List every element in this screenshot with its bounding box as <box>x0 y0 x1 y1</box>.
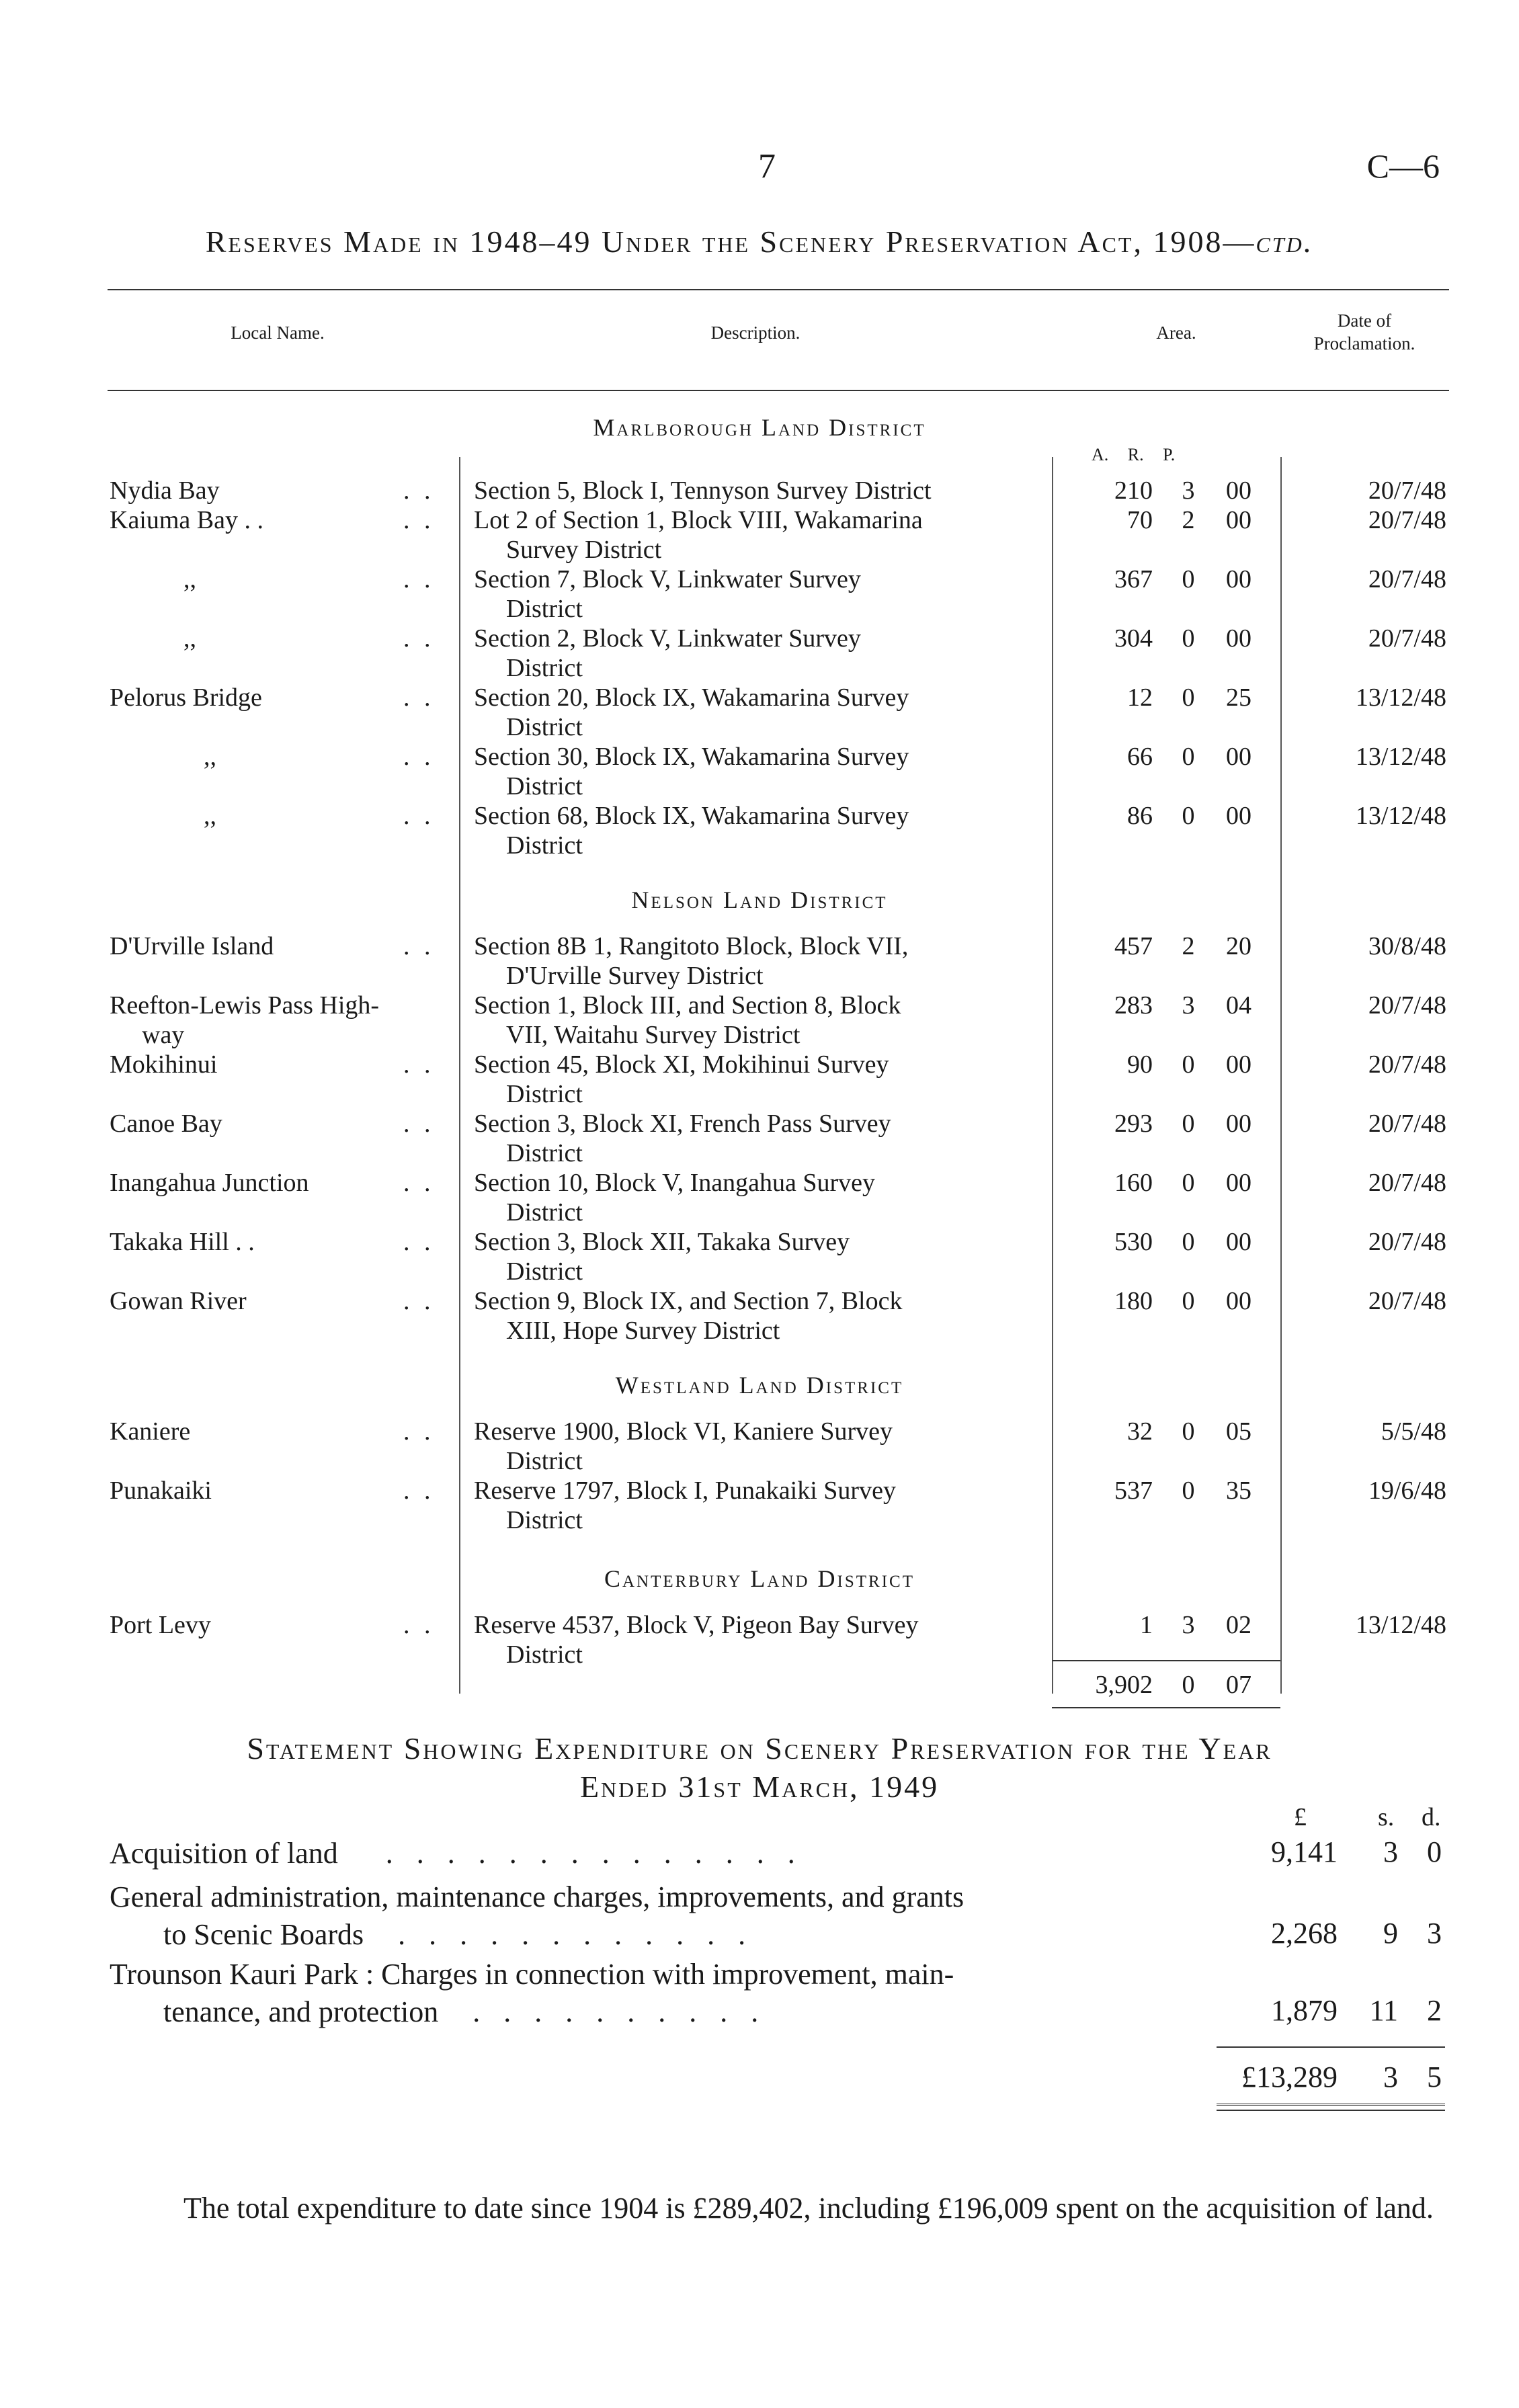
statement-title-line1: Statement Showing Expenditure on Scenery Preservation for the Year <box>247 1731 1272 1766</box>
column-divider-area <box>1052 457 1053 1694</box>
description-line2: District <box>506 1198 583 1227</box>
leader-dots: . . <box>403 1611 435 1639</box>
area-perches: 00 <box>1226 1169 1251 1197</box>
leader-dots: . . <box>403 683 435 712</box>
area-perches: 25 <box>1226 683 1251 712</box>
area-perches: 00 <box>1226 1050 1251 1079</box>
district-heading-nelson: Nelson Land District <box>631 886 888 913</box>
area-roods: 0 <box>1182 1050 1195 1079</box>
total-rule <box>1052 1660 1280 1661</box>
area-perches: 05 <box>1226 1417 1251 1446</box>
local-name-line1: Reefton-Lewis Pass High- <box>110 991 380 1020</box>
description-line2: District <box>506 1506 583 1534</box>
description-line1: Lot 2 of Section 1, Block VIII, Wakamarina <box>474 506 923 534</box>
description-line1: Section 9, Block IX, and Section 7, Block <box>474 1287 903 1315</box>
total-pence: 5 <box>1427 2061 1442 2093</box>
leader-dots: . . <box>403 1287 435 1315</box>
local-name: Gowan River <box>110 1287 247 1315</box>
description <box>474 1610 1037 1669</box>
reserves-title-suffix: ctd. <box>1256 224 1314 259</box>
header-local-name: Local Name. <box>231 323 325 343</box>
table-top-rule <box>108 289 1449 290</box>
header-date <box>1280 309 1448 355</box>
description-line2: District <box>506 1139 583 1167</box>
leader-dots: . . <box>403 802 435 830</box>
proclamation-date: 20/7/48 <box>1368 991 1446 1020</box>
local-name: Mokihinui <box>110 1050 218 1079</box>
total-acres: 3,902 <box>1095 1671 1153 1699</box>
description <box>474 1286 1037 1345</box>
proclamation-date: 19/6/48 <box>1368 1477 1446 1505</box>
proclamation-date: 30/8/48 <box>1368 932 1446 960</box>
proclamation-date: 20/7/48 <box>1368 1110 1446 1138</box>
area-roods: 0 <box>1182 1228 1195 1256</box>
area-acres: 12 <box>1127 683 1153 712</box>
description <box>474 565 1037 624</box>
document-code: C—6 <box>1366 147 1440 185</box>
local-name: ,, <box>204 802 216 830</box>
area-perches: 00 <box>1226 476 1251 505</box>
area-roods: 0 <box>1182 743 1195 771</box>
area-roods: 0 <box>1182 1110 1195 1138</box>
leader-dots: . . <box>403 1477 435 1505</box>
area-perches: 02 <box>1226 1611 1251 1639</box>
area-perches: 35 <box>1226 1477 1251 1505</box>
proclamation-date: 5/5/48 <box>1381 1417 1446 1446</box>
description-line2: Survey District <box>506 536 662 564</box>
area-acres: 210 <box>1114 476 1153 505</box>
area-perches: 00 <box>1226 565 1251 593</box>
header-area: Area. <box>1156 323 1196 343</box>
area-acres: 457 <box>1114 932 1153 960</box>
area-acres: 367 <box>1114 565 1153 593</box>
area-units-header: A. R. P. <box>1092 445 1176 464</box>
area-perches: 00 <box>1226 506 1251 534</box>
area-acres: 304 <box>1114 624 1153 653</box>
area-acres: 70 <box>1127 506 1153 534</box>
description-line1: Section 45, Block XI, Mokihinui Survey <box>474 1050 889 1079</box>
description-line2: VII, Waitahu Survey District <box>506 1021 800 1049</box>
total-shillings: 3 <box>1383 2061 1398 2093</box>
leader-dots: . . . . . . . . . . . . <box>398 1918 754 1951</box>
description <box>474 1168 1037 1227</box>
description: Section 5, Block I, Tennyson Survey District <box>474 476 932 505</box>
leader-dots: . . <box>403 506 435 534</box>
pounds-header: £ <box>1294 1803 1307 1831</box>
total-bottom-rule <box>1052 1707 1280 1708</box>
area-perches: 00 <box>1226 1228 1251 1256</box>
area-perches: 20 <box>1226 932 1251 960</box>
proclamation-date: 13/12/48 <box>1355 802 1446 830</box>
local-name-line2: way <box>142 1021 185 1049</box>
area-roods: 3 <box>1182 991 1195 1020</box>
local-name: Canoe Bay <box>110 1110 222 1138</box>
description-line2: District <box>506 831 583 860</box>
description-line2: XIII, Hope Survey District <box>506 1317 780 1345</box>
description-line1: Section 10, Block V, Inangahua Survey <box>474 1169 876 1197</box>
description <box>474 1227 1037 1286</box>
leader-dots: . . <box>403 624 435 653</box>
area-roods: 0 <box>1182 1417 1195 1446</box>
area-acres: 66 <box>1127 743 1153 771</box>
proclamation-date: 13/12/48 <box>1355 1611 1446 1639</box>
column-divider-date <box>1280 457 1282 1694</box>
page-number: 7 <box>758 147 776 185</box>
area-roods: 2 <box>1182 506 1195 534</box>
local-name: Pelorus Bridge <box>110 683 262 712</box>
description <box>474 683 1037 742</box>
description-line1: Section 3, Block XII, Takaka Survey <box>474 1228 850 1256</box>
statement-title-line2: Ended 31st March, 1949 <box>579 1770 940 1804</box>
total-roods: 0 <box>1182 1671 1195 1699</box>
amount-pounds: 2,268 <box>1271 1917 1338 1950</box>
table-header-rule <box>108 390 1449 391</box>
area-acres: 86 <box>1127 802 1153 830</box>
district-heading-marlborough: Marlborough Land District <box>593 414 926 441</box>
expenditure-label-line2 <box>110 1993 1212 2031</box>
description-line2: District <box>506 1257 583 1286</box>
local-name: Takaka Hill . . <box>110 1228 255 1256</box>
description-line1: Reserve 4537, Block V, Pigeon Bay Survey <box>474 1611 919 1639</box>
expenditure-label: Acquisition of land <box>110 1837 338 1870</box>
pence-header: d. <box>1422 1803 1441 1831</box>
description-line1: Reserve 1797, Block I, Punakaiki Survey <box>474 1477 896 1505</box>
local-name: Port Levy <box>110 1611 211 1639</box>
description-line2: District <box>506 1447 583 1475</box>
amount-shillings: 11 <box>1369 1994 1398 2027</box>
area-acres: 293 <box>1114 1110 1153 1138</box>
local-name: Nydia Bay <box>110 476 220 505</box>
expenditure-item <box>110 1835 1212 1872</box>
area-roods: 0 <box>1182 1477 1195 1505</box>
local-name: Inangahua Junction <box>110 1169 309 1197</box>
local-name: ,, <box>183 624 196 653</box>
local-name: Kaniere <box>110 1417 191 1446</box>
proclamation-date: 20/7/48 <box>1368 624 1446 653</box>
district-heading-canterbury: Canterbury Land District <box>604 1565 915 1592</box>
proclamation-date: 20/7/48 <box>1368 1169 1446 1197</box>
leader-dots: . . <box>403 565 435 593</box>
leader-dots: . . <box>403 932 435 960</box>
description <box>474 991 1037 1050</box>
statement-total-double-rule <box>1217 2104 1445 2111</box>
leader-dots: . . <box>403 743 435 771</box>
description-line1: Section 30, Block IX, Wakamarina Survey <box>474 743 909 771</box>
description-line2: District <box>506 713 583 741</box>
expenditure-label-line1: General administration, maintenance charges, improvements, and grants <box>110 1880 964 1913</box>
description-line1: Reserve 1900, Block VI, Kaniere Survey <box>474 1417 893 1446</box>
area-acres: 283 <box>1114 991 1153 1020</box>
proclamation-date: 20/7/48 <box>1368 476 1446 505</box>
expenditure-label-line1: Trounson Kauri Park : Charges in connection with improvement, main- <box>110 1958 954 1991</box>
description <box>474 1476 1037 1535</box>
area-roods: 3 <box>1182 476 1195 505</box>
local-name: Kaiuma Bay . . <box>110 506 264 534</box>
area-roods: 3 <box>1182 1611 1195 1639</box>
reserves-title <box>0 224 1519 259</box>
expenditure-item <box>110 1878 1212 1954</box>
amount-pence: 3 <box>1427 1917 1442 1950</box>
leader-dots: . . . . . . . . . . <box>473 1995 767 2028</box>
description <box>474 801 1037 860</box>
expenditure-item <box>110 1956 1212 2031</box>
description-line1: Section 1, Block III, and Section 8, Block <box>474 991 901 1020</box>
description-line2: District <box>506 1641 583 1669</box>
description <box>474 742 1037 801</box>
leader-dots: . . <box>403 476 435 505</box>
proclamation-date: 20/7/48 <box>1368 506 1446 534</box>
area-perches: 00 <box>1226 802 1251 830</box>
total-perches: 07 <box>1226 1671 1251 1699</box>
area-roods: 0 <box>1182 1169 1195 1197</box>
area-perches: 00 <box>1226 1110 1251 1138</box>
reserves-title-text: Reserves Made in 1948–49 Under the Scenery Preservation Act, 1908— <box>205 224 1256 259</box>
amount-pence: 0 <box>1427 1835 1442 1868</box>
amount-pounds: 1,879 <box>1271 1994 1338 2027</box>
amount-shillings: 9 <box>1383 1917 1398 1950</box>
proclamation-date: 13/12/48 <box>1355 743 1446 771</box>
area-acres: 537 <box>1114 1477 1153 1505</box>
area-acres: 90 <box>1127 1050 1153 1079</box>
area-roods: 0 <box>1182 683 1195 712</box>
description <box>474 505 1037 565</box>
area-acres: 180 <box>1114 1287 1153 1315</box>
statement-subtotal-rule <box>1217 2046 1445 2048</box>
area-roods: 2 <box>1182 932 1195 960</box>
leader-dots: . . <box>403 1110 435 1138</box>
area-perches: 04 <box>1226 991 1251 1020</box>
amount-pence: 2 <box>1427 1994 1442 2027</box>
description-line1: Section 8B 1, Rangitoto Block, Block VII, <box>474 932 909 960</box>
proclamation-date: 13/12/48 <box>1355 683 1446 712</box>
total-pounds: £13,289 <box>1241 2061 1338 2093</box>
description-line2: District <box>506 772 583 800</box>
proclamation-date: 20/7/48 <box>1368 565 1446 593</box>
description-line1: Section 3, Block XI, French Pass Survey <box>474 1110 891 1138</box>
area-perches: 00 <box>1226 1287 1251 1315</box>
area-roods: 0 <box>1182 1287 1195 1315</box>
area-acres: 160 <box>1114 1169 1153 1197</box>
local-name: ,, <box>183 565 196 593</box>
local-name: Punakaiki <box>110 1477 212 1505</box>
area-acres: 530 <box>1114 1228 1153 1256</box>
description-line1: Section 2, Block V, Linkwater Survey <box>474 624 861 653</box>
area-perches: 00 <box>1226 743 1251 771</box>
area-roods: 0 <box>1182 802 1195 830</box>
footnote: The total expenditure to date since 1904 is £289,402, including £196,009 spent on the acquisition of land. <box>183 2192 1434 2225</box>
description <box>474 1109 1037 1168</box>
description <box>474 624 1037 683</box>
description-line2: District <box>506 654 583 682</box>
leader-dots: . . <box>403 1417 435 1446</box>
description <box>474 1050 1037 1109</box>
description-line2: D'Urville Survey District <box>506 962 764 990</box>
area-acres: 1 <box>1140 1611 1153 1639</box>
proclamation-date: 20/7/48 <box>1368 1050 1446 1079</box>
leader-dots: . . . . . . . . . . . . . . <box>385 1837 803 1870</box>
description-line2: District <box>506 595 583 623</box>
proclamation-date: 20/7/48 <box>1368 1228 1446 1256</box>
description-line1: Section 68, Block IX, Wakamarina Survey <box>474 802 909 830</box>
amount-pounds: 9,141 <box>1271 1835 1338 1868</box>
area-perches: 00 <box>1226 624 1251 653</box>
area-roods: 0 <box>1182 565 1195 593</box>
proclamation-date: 20/7/48 <box>1368 1287 1446 1315</box>
description-line1: Section 20, Block IX, Wakamarina Survey <box>474 683 909 712</box>
area-acres: 32 <box>1127 1417 1153 1446</box>
leader-dots: . . <box>403 1228 435 1256</box>
header-description: Description. <box>710 323 800 343</box>
description-line1: Section 7, Block V, Linkwater Survey <box>474 565 861 593</box>
description <box>474 931 1037 991</box>
expenditure-label-line2-text: to Scenic Boards <box>163 1918 364 1951</box>
description <box>474 1417 1037 1476</box>
leader-dots: . . <box>403 1169 435 1197</box>
shillings-header: s. <box>1378 1803 1395 1831</box>
area-roods: 0 <box>1182 624 1195 653</box>
district-heading-westland: Westland Land District <box>615 1372 904 1399</box>
description-line2: District <box>506 1080 583 1108</box>
expenditure-label-line2-text: tenance, and protection <box>163 1995 439 2028</box>
local-name <box>110 991 459 1050</box>
local-name: D'Urville Island <box>110 932 274 960</box>
leader-dots: . . <box>403 1050 435 1079</box>
expenditure-label-line2 <box>110 1916 1212 1954</box>
header-date-line1: Date of <box>1337 310 1392 331</box>
amount-shillings: 3 <box>1383 1835 1398 1868</box>
header-date-line2: Proclamation. <box>1313 333 1415 354</box>
local-name: ,, <box>204 743 216 771</box>
